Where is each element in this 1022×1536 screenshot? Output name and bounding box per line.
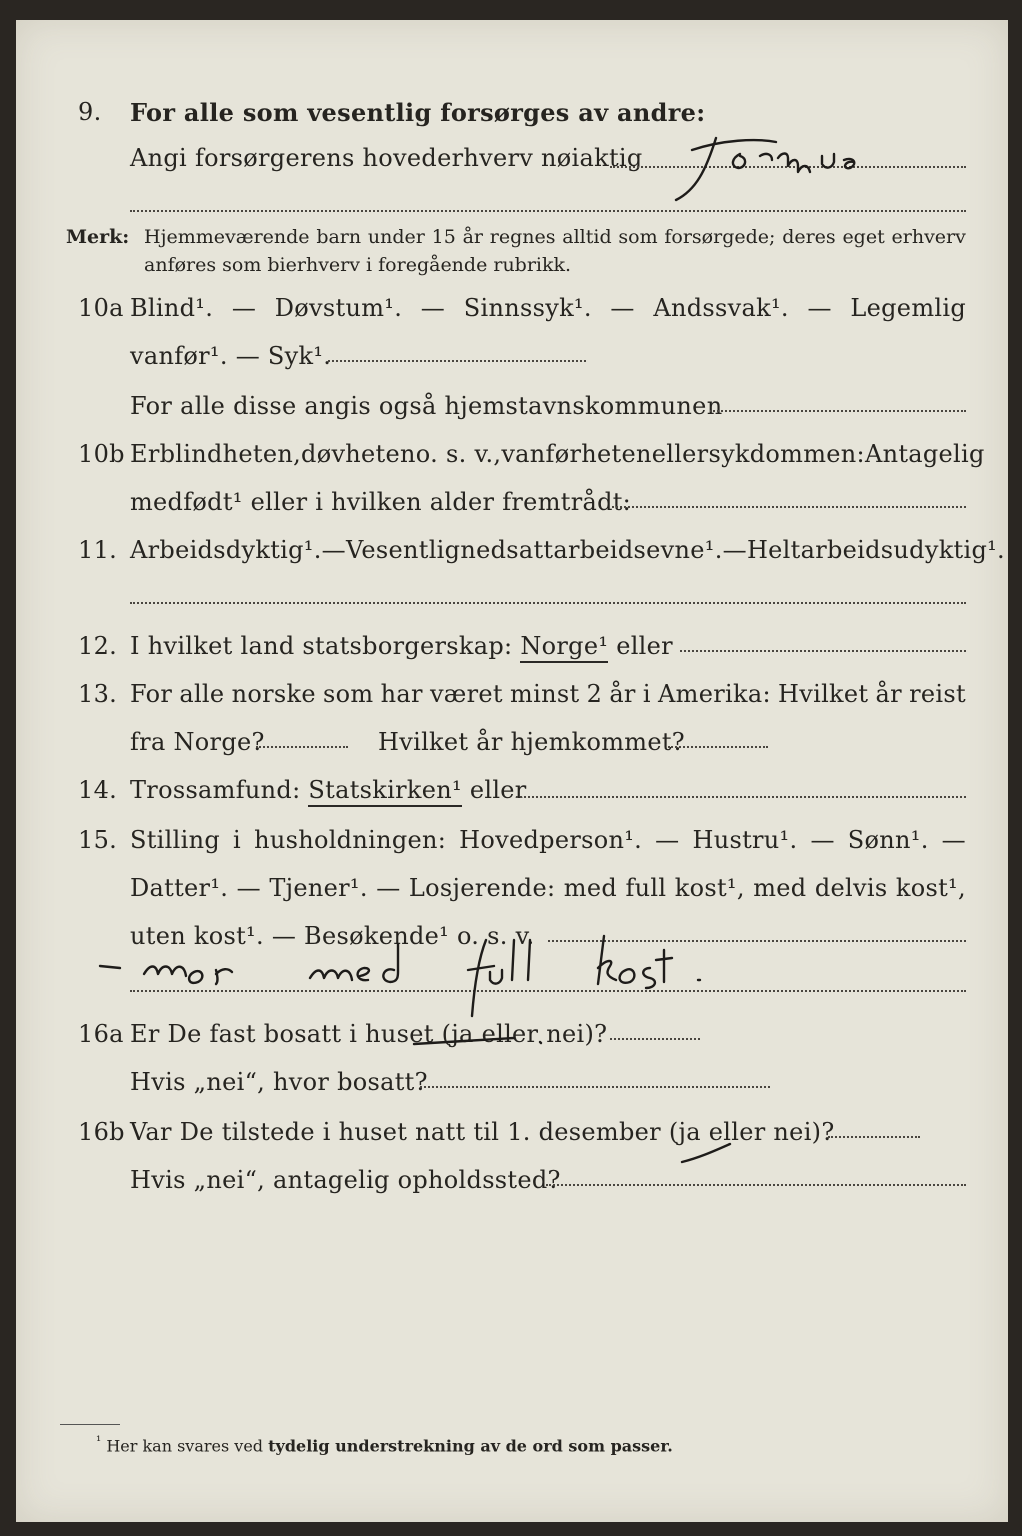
word: i [642, 680, 651, 708]
q12-suffix: eller [616, 632, 673, 660]
word: Sinnssyk¹. [463, 294, 592, 322]
word: — [610, 294, 635, 322]
q15-text-3: uten kost¹. — Besøkende¹ o. s. v. [130, 922, 535, 950]
q15-number: 15. [78, 826, 118, 854]
word: vanførheten [501, 440, 652, 468]
merk-label: Merk: [66, 226, 130, 248]
word: sykdommen: [708, 440, 865, 468]
word: For [130, 680, 173, 708]
q14-suffix: eller [469, 776, 527, 804]
word: full [625, 874, 667, 902]
word: eller [651, 440, 709, 468]
word: — [722, 536, 747, 564]
word: nedsatt [460, 536, 554, 564]
word: minst [510, 680, 580, 708]
word: norske [231, 680, 316, 708]
word: Hvilket [778, 680, 869, 708]
handwritten-mor-med-full-kost [100, 936, 700, 1016]
q12-underlined-answer: Norge¹ [520, 632, 608, 663]
q9-text-2: Angi forsørgerens hovederhverv nøiaktig [130, 144, 643, 172]
word: eget [842, 226, 885, 248]
q9-text-1: For alle som vesentlig forsørges av andre: [130, 98, 706, 127]
word: kost¹, [895, 874, 966, 902]
q16a-text-2: Hvis „nei“, hvor bosatt? [130, 1068, 428, 1096]
word: døvheten [301, 440, 416, 468]
word: — [810, 826, 835, 854]
word: Arbeidsdyktig¹. [130, 536, 322, 564]
word: delvis [814, 874, 888, 902]
q13-text-2a: fra Norge? [130, 728, 265, 756]
word: kost¹, [674, 874, 745, 902]
word: — [376, 874, 401, 902]
q16b-text-1: Var De tilstede i huset natt til 1. desember (ja eller nei)? [130, 1118, 835, 1146]
word: med [563, 874, 618, 902]
q10a-text-2: vanfør¹. — Syk¹. [130, 342, 332, 370]
word: — [807, 294, 832, 322]
word: — [655, 826, 680, 854]
handwritten-formue [676, 138, 854, 200]
word: — [231, 294, 257, 322]
handwritten-16a-mark [414, 1038, 514, 1044]
q14-underlined-answer: Statskirken¹ [308, 776, 461, 807]
word: Antagelig [864, 440, 985, 468]
q12-number: 12. [78, 632, 118, 660]
q10a-text-3: For alle disse angis også hjemstavnskommunen [130, 392, 723, 420]
q16b-text-2: Hvis „nei“, antagelig opholdssted? [130, 1166, 561, 1194]
word: o. s. v., [415, 440, 502, 468]
word: år [609, 680, 636, 708]
merk-line-2: anføres som bierhverv i foregående rubrikk. [144, 254, 572, 276]
word: Hjemmeværende [144, 226, 310, 248]
word: Er [130, 440, 160, 468]
q11-number: 11. [78, 536, 118, 564]
word: Andssvak¹. [653, 294, 789, 322]
handwritten-16b-mark [682, 1144, 730, 1162]
q9-number: 9. [78, 98, 102, 126]
word: år [875, 680, 902, 708]
word: 2 [586, 680, 603, 708]
word: reist [909, 680, 966, 708]
q13-number: 13. [78, 680, 118, 708]
word: 15 [431, 226, 456, 248]
q16b-number: 16b [78, 1118, 125, 1146]
word: Hustru¹. [692, 826, 798, 854]
word: Helt [746, 536, 801, 564]
q14-prefix: Trossamfund: [130, 776, 301, 804]
footnote-bold: tydelig understrekning av de ord som passer. [268, 1436, 673, 1456]
q12-prefix: I hvilket land statsborgerskap: [130, 632, 513, 660]
word: Vesentlig [345, 536, 461, 564]
handwriting-layer [16, 20, 1008, 1522]
word: — [941, 826, 966, 854]
word: forsørgede; [664, 226, 776, 248]
q10b-text-2: medfødt¹ eller i hvilken alder fremtrådt: [130, 488, 632, 516]
census-form-page [16, 20, 1008, 1522]
q13-text-2b: Hvilket år hjemkommet? [378, 728, 685, 756]
q16a-number: 16a [78, 1020, 124, 1048]
handwritten-16a-dot [540, 1042, 541, 1043]
word: husholdningen: [254, 826, 447, 854]
footnote-mark: ¹ [96, 1434, 102, 1449]
q10b-number: 10b [78, 440, 125, 468]
word: erhverv [891, 226, 966, 248]
word: — [236, 874, 261, 902]
word: Sønn¹. [847, 826, 929, 854]
word: som [618, 226, 658, 248]
word: år [462, 226, 483, 248]
word: alltid [562, 226, 612, 248]
word: i [233, 826, 242, 854]
word: Stilling [130, 826, 221, 854]
word: under [367, 226, 425, 248]
word: har [380, 680, 423, 708]
word: — [420, 294, 446, 322]
word: barn [316, 226, 362, 248]
word: Døvstum¹. [274, 294, 403, 322]
q14-number: 14. [78, 776, 118, 804]
word: Hovedperson¹. [459, 826, 643, 854]
word: Amerika: [658, 680, 771, 708]
word: Losjerende: [408, 874, 556, 902]
footnote-text: Her kan svares ved [106, 1436, 264, 1456]
word: været [429, 680, 503, 708]
q10a-number: 10a [78, 294, 124, 322]
word: med [753, 874, 807, 902]
word: deres [782, 226, 836, 248]
word: Blind¹. [130, 294, 214, 322]
q16a-text-1: Er De fast bosatt i huset (ja eller nei)? [130, 1020, 608, 1048]
word: Tjener¹. [269, 874, 368, 902]
word: blindheten, [159, 440, 302, 468]
word: som [323, 680, 374, 708]
word: alle [179, 680, 225, 708]
word: Legemlig [850, 294, 966, 322]
word: — [321, 536, 346, 564]
word: arbeidsevne¹. [553, 536, 723, 564]
word: regnes [489, 226, 556, 248]
word: arbeidsudyktig¹. [800, 536, 1005, 564]
word: Datter¹. [130, 874, 229, 902]
